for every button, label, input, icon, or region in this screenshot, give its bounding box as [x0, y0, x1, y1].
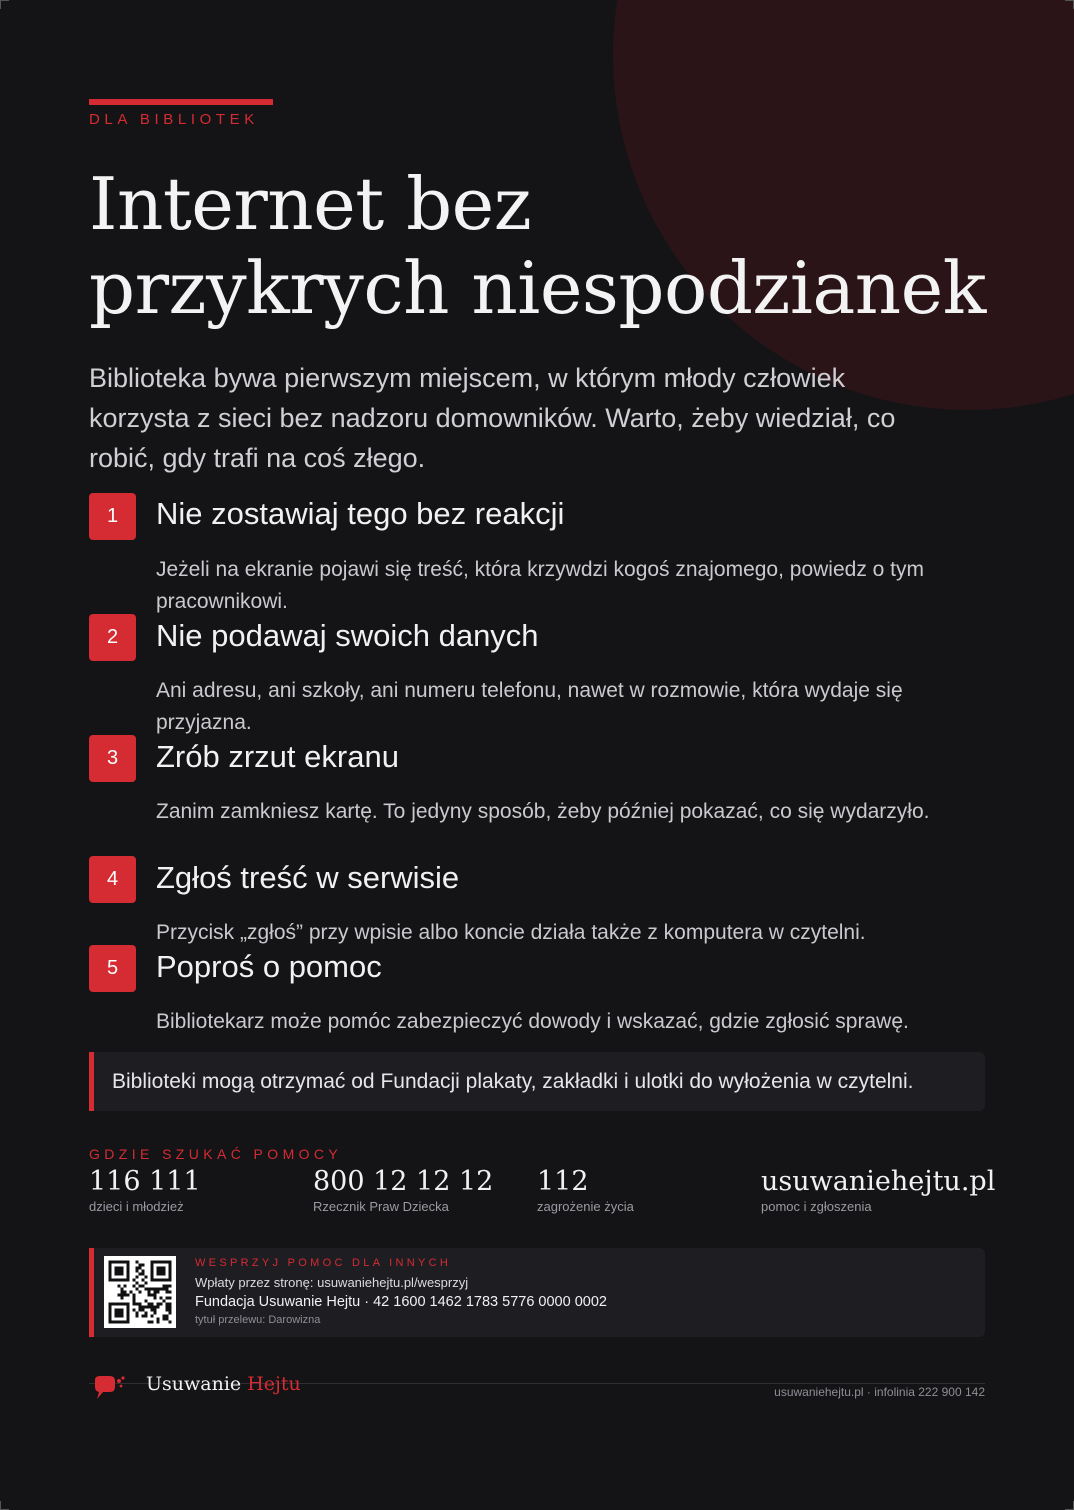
contact-number: 800 12 12 12 [313, 1166, 494, 1197]
contact-emergency [537, 1166, 634, 1214]
kicker-label: DLA BIBLIOTEK [89, 111, 259, 128]
footer-contact-info: usuwaniehejtu.pl · infolinia 222 900 142 [774, 1385, 985, 1399]
contact-number: 112 [537, 1166, 589, 1197]
title-line-2: przykrych niespodzianek [89, 246, 986, 330]
donation-account: Fundacja Usuwanie Hejtu · 42 1600 1462 1783 5776 0000 0002 [195, 1294, 607, 1310]
step-number-badge: 3 [89, 735, 136, 782]
step-text: Jeżeli na ekranie pojawi się treść, która krzywdzi kogoś znajomego, powiedz o tym pracownikowi. [156, 558, 925, 613]
crop-mark [0, 0, 9, 9]
title-line-1: Internet bez [89, 162, 532, 246]
contact-number: 116 111 [89, 1166, 201, 1197]
donation-web-info: Wpłaty przez stronę: usuwaniehejtu.pl/wesprzyj [195, 1275, 469, 1290]
donation-label: WESPRZYJ POMOC DLA INNYCH [195, 1257, 452, 1269]
contact-desc: dzieci i młodzież [89, 1199, 184, 1214]
contact-child-helpline [89, 1166, 201, 1214]
step-text: Bibliotekarz może pomóc zabezpieczyć dowody i wskazać, gdzie zgłosić sprawę. [156, 1010, 909, 1033]
qr-code-icon [104, 1256, 176, 1328]
contact-desc: zagrożenie życia [537, 1199, 634, 1214]
contact-website[interactable] [761, 1166, 995, 1214]
contact-desc: Rzecznik Praw Dziecka [313, 1199, 449, 1214]
page-title [89, 162, 1029, 330]
crop-mark [0, 1501, 9, 1510]
info-note: Biblioteki mogą otrzymać od Fundacji plakaty, zakładki i ulotki do wyłożenia w czytelni. [89, 1052, 985, 1111]
step-title: Zgłoś treść w serwisie [156, 860, 460, 895]
lead-paragraph: Biblioteka bywa pierwszym miejscem, w którym młody człowiek korzysta z sieci bez nadzoru domowników. Warto, żeby wiedział, co robić, gdy trafi na coś złego. [89, 363, 896, 473]
step-text: Ani adresu, ani szkoły, ani numeru telefonu, nawet w rozmowie, która wydaje się przyjazna. [156, 679, 903, 734]
step-title: Poproś o pomoc [156, 949, 382, 984]
contact-ombudsman [313, 1166, 493, 1214]
step-text: Przycisk „zgłoś” przy wpisie albo koncie działa także z komputera w czytelni. [156, 921, 866, 944]
step-number-badge: 5 [89, 945, 136, 992]
help-section-label: GDZIE SZUKAĆ POMOCY [89, 1146, 343, 1162]
step-title: Zrób zrzut ekranu [156, 739, 399, 774]
crop-mark [1065, 0, 1074, 9]
step-text: Zanim zamkniesz kartę. To jedyny sposób, żeby później pokazać, co się wydarzyło. [156, 800, 930, 823]
logo-wordmark: Usuwanie Hejtu [146, 1373, 301, 1395]
donation-box [89, 1248, 985, 1337]
accent-bar [89, 99, 273, 105]
step-number-badge: 1 [89, 493, 136, 540]
step-title: Nie zostawiaj tego bez reakcji [156, 496, 565, 531]
logo-icon [92, 1374, 126, 1404]
crop-mark [1065, 1501, 1074, 1510]
donation-transfer-title: tytuł przelewu: Darowizna [195, 1314, 321, 1326]
step-title: Nie podawaj swoich danych [156, 618, 539, 653]
step-number-badge: 4 [89, 856, 136, 903]
step-number-badge: 2 [89, 614, 136, 661]
contact-link[interactable]: usuwaniehejtu.pl [761, 1166, 996, 1197]
contact-desc: pomoc i zgłoszenia [761, 1199, 872, 1214]
